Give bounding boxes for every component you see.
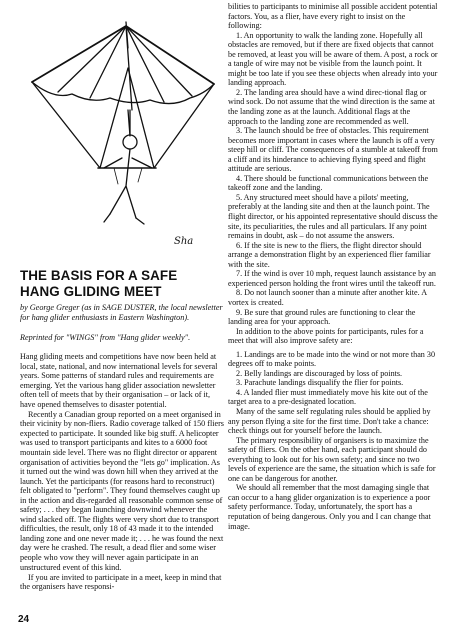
page-number: 24 bbox=[18, 614, 30, 625]
hang-glider-illustration bbox=[14, 18, 222, 258]
body-paragraph: The primary responsibility of organisers is to maximize the safety of fliers. On the other hand, each participant should do everything to look out for his own safety; and since no two levels of experience are the same, the situation which is safe for one can be dangerous for another. bbox=[228, 435, 436, 483]
title-line-1: THE BASIS FOR A SAFE bbox=[20, 268, 178, 283]
article-byline: by George Greger (as in SAGE DUSTER, the local newsletter for hang glider enthusiasts in Eastern Washington). bbox=[20, 303, 223, 322]
left-column bbox=[14, 0, 222, 630]
body-paragraph: Recently a Canadian group reported on a meet organised in their vicinity by non-fliers. Radio coverage talked of 150 fliers expected to participate. It sounded like big stuff. A helicopter was used to transport participants and kites to a 6000 foot mountain side level. There was no flight director or apparent organisation of activities beyond the "lets go" implication. As it turned out the wind was down hill when they arrived at the launch. Yet the participants (for reasons hard to reconstruct) felt obligated to "perform". They found themselves caught up in the action and dis-regarded all reasonable common sense of safety; . . . they began launching downwind whenever the wind slacked off. The flights were very short due to transport difficulties, the result, only 18 of 43 made it to the intended landing zone and one never made it; . . . he was found the next day were he crashed. The result, a dead flier and some wiser people who vow they will never again participate in an unstructured event of this kind. bbox=[20, 409, 224, 572]
rule-item: 1. Landings are to be made into the wind or not more than 30 degrees off to make points. bbox=[228, 349, 436, 369]
artist-signature: Sha bbox=[174, 236, 194, 247]
requirement-item: 4. There should be functional communications between the takeoff zone and the landing. bbox=[228, 173, 429, 193]
rule-item: 4. A landed flier must immediately move his kite out of the target area to a pre-designated location. bbox=[228, 387, 428, 407]
requirement-item: 7. If the wind is over 10 mph, request launch assistance by an experienced person holding the front wires until the takeoff run. bbox=[228, 269, 436, 288]
title-line-2: HANG GLIDING MEET bbox=[20, 284, 162, 299]
rule-item: 3. Parachute landings disqualify the flier for points. bbox=[236, 378, 404, 388]
body-paragraph: Many of the same self regulating rules should be applied by any person flying a site for the first time. Don't take a chance: check things out for yourself before the launch. bbox=[228, 406, 431, 436]
reprint-note: Reprinted for "WINGS" from "Hang glider weekly". bbox=[20, 333, 191, 342]
body-paragraph: Hang gliding meets and competitions have now been held at local, state, national, and now international levels for several years. Some patterns of standard rules and requirements are emerging. Yet the various hang glider association newsletter often tell of meets that by their organisation – or lack of it, have opened themselves to disaster potential. bbox=[20, 352, 218, 409]
requirement-item: 1. An opportunity to walk the landing zone. Hopefully all obstacles are removed, but if there are fixed objects that cannot be removed, at least you will be aware of them. A post, a rock or a tangle of wire may not be visible from the launch point. It might be too late if you see these objects when already into your landing approach. bbox=[228, 30, 438, 88]
body-paragraph: We should all remember that the most damaging single that can occur to a hang glider organization is to experience a poor safety performance. Today, unfortunately, the sport has a reputation of being dangerous. Only you and I can change that image. bbox=[228, 483, 431, 531]
requirement-item: 5. Any structured meet should have a pilots' meeting, preferably at the landing site and then at the launch point. The flight director, or his appointed representative should discuss the site, its peculiarities, the rules and all particulars. If any point remains in doubt, ask – do not assume the answers. bbox=[228, 192, 438, 241]
body-paragraph: bilities to participants to minimise all possible accident potential factors. You, as a flier, have every right to insist on the following: bbox=[228, 2, 438, 31]
requirement-item: 2. The landing area should have a wind direc-tional flag or wind sock. Do not assume that the wind direction is the same at the landing zone as at the launch. Additional flags at the approach to the landing zone are recommended as well. bbox=[228, 87, 435, 126]
article-title bbox=[20, 268, 224, 300]
body-paragraph: In addition to the above points for participants, rules for a meet that will also improve safety are: bbox=[228, 326, 424, 346]
body-paragraph: If you are invited to participate in a meet, keep in mind that the organisers have responsi- bbox=[20, 572, 222, 592]
requirement-item: 6. If the site is new to the fliers, the flight director should arrange a demonstration flight by an experienced flier familiar with the site. bbox=[228, 240, 431, 269]
rule-item: 2. Belly landings are discouraged by loss of points. bbox=[236, 368, 403, 378]
requirement-item: 8. Do not launch sooner than a minute after another kite. A vortex is created. bbox=[228, 288, 427, 307]
left-body-text bbox=[20, 352, 224, 592]
requirement-item: 9. Be sure that ground rules are functioning to clear the landing area for your approach. bbox=[228, 307, 416, 327]
requirement-item: 3. The launch should be free of obstacles. This requirement becomes more important in cases where the launch is off a very steep hill or cliff. The consequences of a stumble at takeoff from a cliff and its hinderance to achieving flying speed and flight attitude are serious. bbox=[228, 126, 438, 174]
